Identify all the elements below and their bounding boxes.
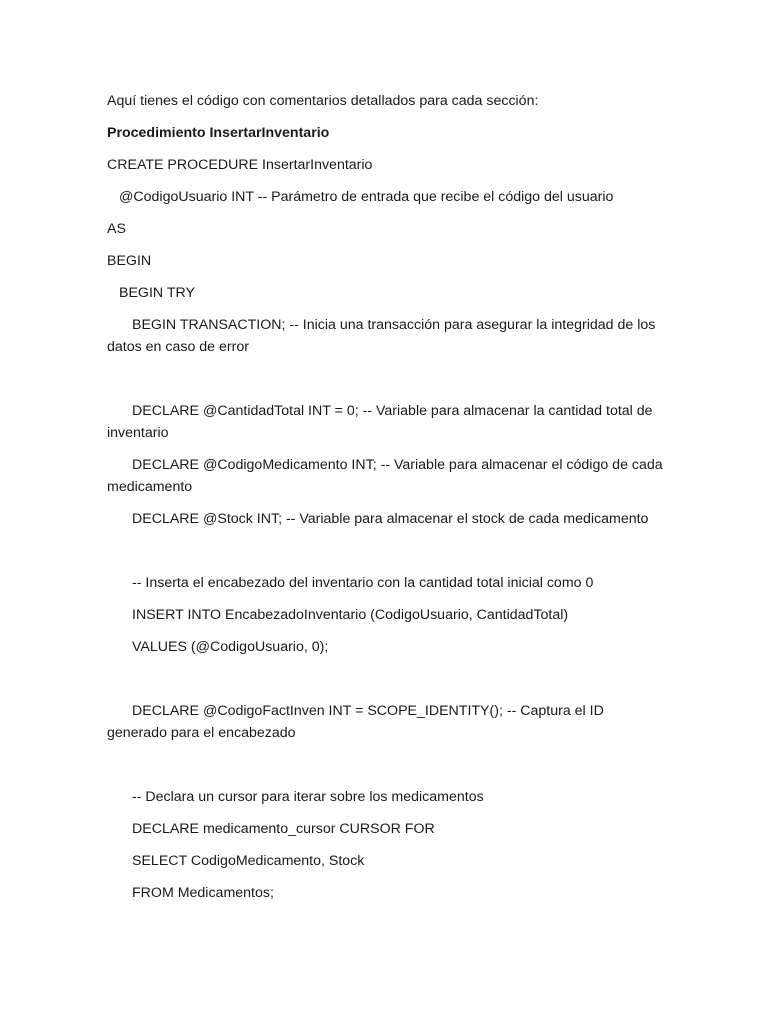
code-line-declare-factinven: DECLARE @CodigoFactInven INT = SCOPE_IDENTITY(); -- Captura el ID generado para el encabezado	[107, 703, 604, 741]
code-line-parameter: @CodigoUsuario INT -- Parámetro de entrada que recibe el código del usuario	[119, 189, 614, 205]
code-line-begin-transaction: BEGIN TRANSACTION; -- Inicia una transacción para asegurar la integridad de los datos en caso de error	[107, 317, 656, 355]
code-line-declare-cantidad: DECLARE @CantidadTotal INT = 0; -- Variable para almacenar la cantidad total de inventario	[107, 403, 653, 441]
code-line-from: FROM Medicamentos;	[132, 885, 274, 901]
code-line-create-procedure: CREATE PROCEDURE InsertarInventario	[107, 157, 373, 173]
code-line-values: VALUES (@CodigoUsuario, 0);	[132, 639, 329, 655]
code-line-declare-cursor: DECLARE medicamento_cursor CURSOR FOR	[132, 821, 435, 837]
code-line-declare-stock: DECLARE @Stock INT; -- Variable para almacenar el stock de cada medicamento	[132, 511, 649, 527]
code-line-as: AS	[107, 221, 126, 237]
code-line-begin: BEGIN	[107, 253, 152, 269]
blank-line	[107, 754, 667, 776]
intro-text: Aquí tienes el código con comentarios detallados para cada sección:	[107, 93, 539, 109]
code-line-begin-try: BEGIN TRY	[119, 285, 195, 301]
code-line-declare-codigo: DECLARE @CodigoMedicamento INT; -- Variable para almacenar el código de cada medicamento	[107, 457, 663, 495]
code-comment-cursor: -- Declara un cursor para iterar sobre los medicamentos	[132, 789, 484, 805]
section-heading: Procedimiento InsertarInventario	[107, 125, 330, 141]
document-page	[107, 90, 667, 914]
blank-line	[107, 368, 667, 390]
blank-line	[107, 668, 667, 690]
code-comment-insert-header: -- Inserta el encabezado del inventario con la cantidad total inicial como 0	[132, 575, 594, 591]
code-line-select: SELECT CodigoMedicamento, Stock	[132, 853, 365, 869]
code-line-insert-into: INSERT INTO EncabezadoInventario (CodigoUsuario, CantidadTotal)	[132, 607, 569, 623]
blank-line	[107, 540, 667, 562]
